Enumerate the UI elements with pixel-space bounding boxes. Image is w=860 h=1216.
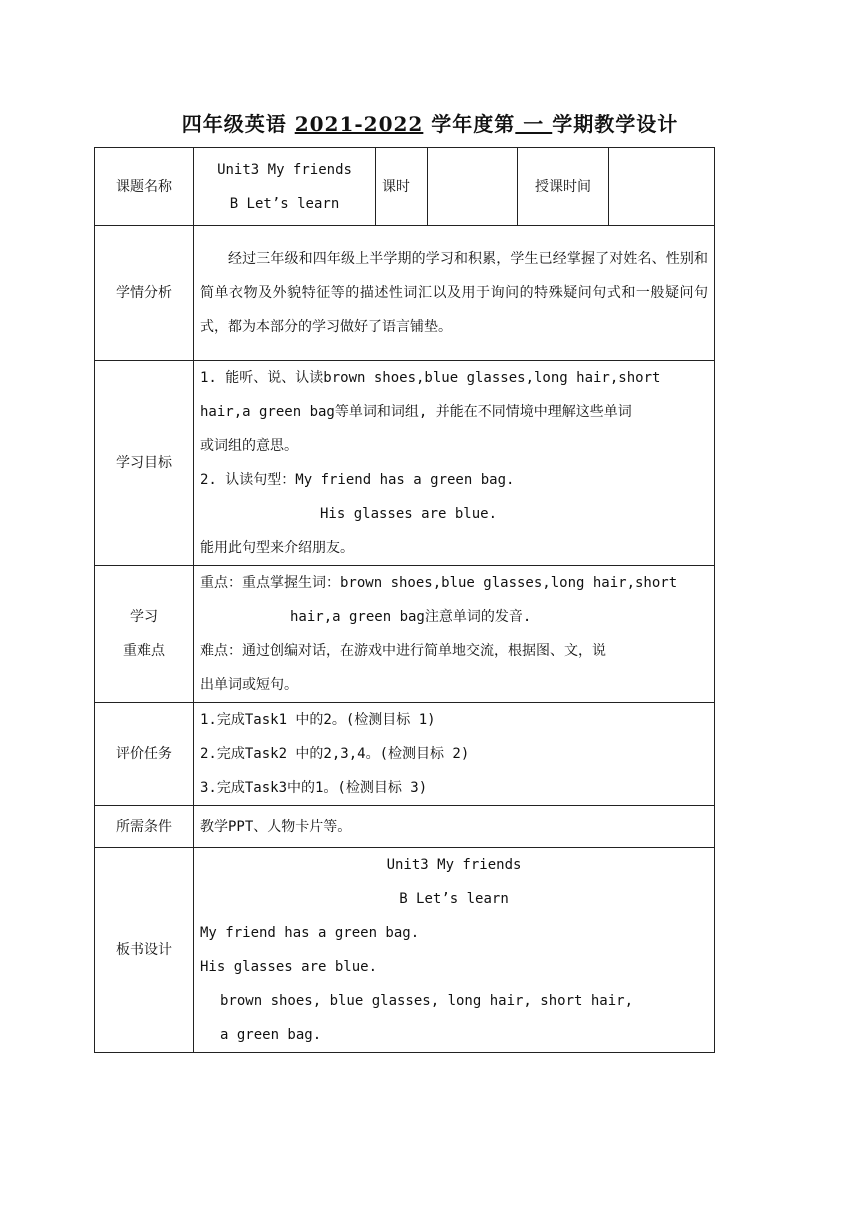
objectives-row (95, 361, 715, 566)
topic-line-2: B Let’s learn (229, 195, 340, 212)
title-middle: 学年度第 (423, 112, 516, 136)
conditions-row (95, 806, 715, 848)
evaluation-item-2: 2.完成Task2 中的2,3,4。(检测目标 2) (200, 746, 470, 762)
board-label: 板书设计 (95, 848, 194, 1053)
document-title (0, 108, 860, 137)
board-cell (194, 848, 715, 1053)
key-points-line-3: 难点：通过创编对话，在游戏中进行简单地交流，根据图、文，说 (200, 643, 606, 659)
topic-line-1: Unit3 My friends (217, 161, 352, 178)
evaluation-row (95, 703, 715, 806)
board-line-3: My friend has a green bag. (200, 925, 420, 941)
title-term: 一 (515, 112, 553, 136)
evaluation-item-1: 1.完成Task1 中的2。(检测目标 1) (200, 712, 436, 728)
title-suffix: 学期教学设计 (552, 112, 679, 136)
title-year: 2021-2022 (294, 112, 424, 136)
conditions-text: 教学PPT、人物卡片等。 (194, 806, 715, 848)
objectives-label: 学习目标 (95, 361, 194, 566)
key-points-line-4: 出单词或短句。 (200, 677, 298, 693)
period-value (428, 148, 518, 226)
evaluation-label: 评价任务 (95, 703, 194, 806)
key-points-label-2: 重难点 (123, 643, 165, 659)
key-points-line-1: 重点：重点掌握生词：brown shoes,blue glasses,long hair,short (200, 575, 678, 591)
conditions-label: 所需条件 (95, 806, 194, 848)
board-line-6: a green bag. (220, 1027, 322, 1043)
time-value (609, 148, 715, 226)
board-line-4: His glasses are blue. (200, 959, 378, 975)
analysis-text: 经过三年级和四年级上半学期的学习和积累，学生已经掌握了对姓名、性别和简单衣物及外貌特征等的描述性词汇以及用于询问的特殊疑问句式和一般疑问句式，都为本部分的学习做好了语言铺垫。 (200, 251, 708, 335)
objective-line-6: 能用此句型来介绍朋友。 (200, 540, 354, 556)
key-points-label-1: 学习 (130, 609, 158, 625)
objective-line-3: 或词组的意思。 (200, 438, 298, 454)
objective-line-2: hair,a green bag等单词和词组, 并能在不同情境中理解这些单词 (200, 404, 632, 420)
board-line-1: Unit3 My friends (386, 857, 522, 873)
time-label: 授课时间 (518, 148, 609, 226)
period-label: 课时 (376, 148, 428, 226)
analysis-row (95, 226, 715, 361)
analysis-label: 学情分析 (95, 226, 194, 361)
topic-label: 课题名称 (95, 148, 194, 226)
key-points-cell (194, 566, 715, 703)
objective-line-1: 1. 能听、说、认读brown shoes,blue glasses,long hair,short (200, 370, 661, 386)
board-line-2: B Let’s learn (399, 891, 509, 907)
key-points-row (95, 566, 715, 703)
key-points-line-2: hair,a green bag注意单词的发音. (290, 609, 532, 625)
board-line-5: brown shoes, blue glasses, long hair, short hair, (220, 993, 634, 1009)
key-points-label (95, 566, 194, 703)
objective-line-4: 2. 认读句型：My friend has a green bag. (200, 472, 515, 488)
evaluation-item-3: 3.完成Task3中的1。(检测目标 3) (200, 780, 428, 796)
topic-value (194, 148, 376, 226)
board-row (95, 848, 715, 1053)
objectives-cell (194, 361, 715, 566)
topic-row (95, 148, 715, 226)
title-prefix: 四年级英语 (181, 112, 295, 136)
objective-line-5: His glasses are blue. (320, 506, 498, 522)
analysis-cell (194, 226, 715, 361)
lesson-plan-table (94, 147, 715, 1053)
evaluation-cell (194, 703, 715, 806)
